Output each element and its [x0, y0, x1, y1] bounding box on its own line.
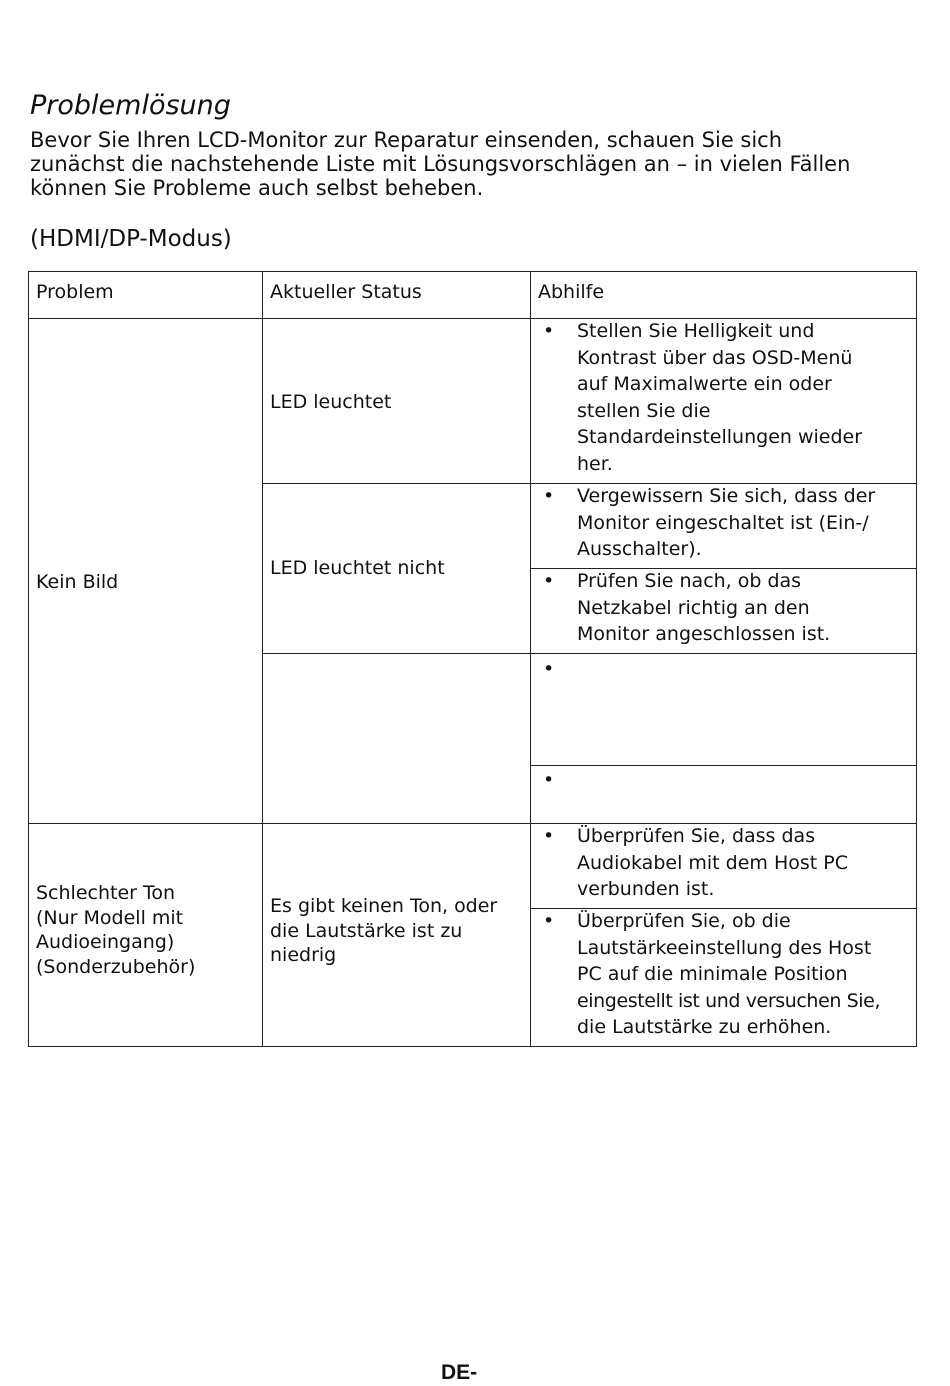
status-line: Es gibt keinen Ton, oder: [270, 895, 498, 917]
remedy-item: [531, 318, 916, 483]
problem-line: Schlechter Ton: [36, 882, 176, 904]
intro-line: können Sie Probleme auch selbst beheben.: [30, 176, 484, 200]
intro-line: zunächst die nachstehende Liste mit Lösungsvorschlägen an – in vielen Fällen: [30, 152, 851, 176]
header-problem: Problem: [36, 281, 114, 303]
table-border: [916, 271, 917, 1047]
remedy-item: [531, 823, 916, 908]
remedy-line: Ausschalter).: [577, 538, 702, 560]
bullet-point: •: [543, 825, 555, 847]
remedy-line: Monitor angeschlossen ist.: [577, 623, 831, 645]
remedy-text: [577, 823, 908, 903]
header-remedy: Abhilfe: [538, 281, 605, 303]
remedy-line: Monitor eingeschaltet ist (Ein-/: [577, 511, 869, 534]
column-divider: [262, 271, 263, 1047]
table-border: [28, 271, 917, 272]
remedy-line: her.: [577, 452, 613, 475]
bullet-point: •: [543, 485, 555, 507]
remedy-text: [577, 568, 908, 648]
bullet-point: •: [543, 910, 555, 932]
bullet-point: •: [543, 769, 555, 791]
remedy-line: verbunden ist.: [577, 878, 715, 900]
remedy-line: PC auf die minimale Position: [577, 963, 848, 985]
problem-line: Audioeingang): [36, 931, 175, 953]
intro-line: Bevor Sie Ihren LCD-Monitor zur Reparatur einsenden, schauen Sie sich: [30, 128, 783, 152]
problem-bad-sound: [36, 881, 195, 979]
page-title: Problemlösung: [30, 90, 231, 121]
remedy-line: stellen Sie die: [577, 399, 711, 422]
remedy-item: [531, 568, 916, 653]
status-led-off: LED leuchtet nicht: [270, 557, 445, 579]
remedy-line: Kontrast über das OSD-Menü: [577, 346, 853, 369]
bullet-point: •: [543, 570, 555, 592]
remedy-line: Überprüfen Sie, ob die: [577, 910, 791, 932]
remedy-item: [531, 483, 916, 568]
remedy-line: auf Maximalwerte ein oder: [577, 373, 832, 395]
problem-no-picture: Kein Bild: [36, 571, 119, 593]
status-no-sound: [270, 894, 497, 968]
remedy-text: [577, 483, 908, 563]
table-border: [28, 1046, 917, 1047]
status-led-on: LED leuchtet: [270, 391, 392, 413]
status-line: die Lautstärke ist zu: [270, 919, 463, 942]
remedy-text: [577, 908, 912, 1041]
page-footer: DE-: [441, 1361, 478, 1384]
bullet-point: •: [543, 320, 555, 342]
remedy-line: Stellen Sie Helligkeit und: [577, 320, 815, 342]
remedy-line: die Lautstärke zu erhöhen.: [577, 1016, 832, 1038]
remedy-line: Standardeinstellungen wieder: [577, 426, 863, 448]
problem-line: (Sonderzubehör): [36, 955, 196, 978]
remedy-item-empty: [531, 767, 916, 823]
intro-paragraph: [30, 128, 925, 200]
remedy-item: [531, 908, 916, 1046]
remedy-line: Lautstärkeeinstellung des Host: [577, 936, 872, 959]
row-divider: [262, 653, 917, 654]
remedy-line: Netzkabel richtig an den: [577, 596, 810, 619]
bullet-point: •: [543, 658, 555, 680]
remedy-line: Überprüfen Sie, dass das: [577, 825, 816, 847]
remedy-line: eingestellt ist und versuchen Sie,: [577, 989, 881, 1012]
problem-line: (Nur Modell mit: [36, 906, 184, 929]
remedy-text: [577, 318, 908, 477]
status-line: niedrig: [270, 944, 337, 966]
table-border: [28, 271, 29, 1047]
section-subtitle: (HDMI/DP-Modus): [30, 226, 232, 252]
remedy-item-empty: [531, 656, 916, 765]
header-status: Aktueller Status: [270, 281, 422, 303]
row-divider: [530, 765, 917, 766]
remedy-line: Vergewissern Sie sich, dass der: [577, 485, 876, 507]
remedy-line: Audiokabel mit dem Host PC: [577, 851, 848, 874]
remedy-line: Prüfen Sie nach, ob das: [577, 570, 802, 592]
